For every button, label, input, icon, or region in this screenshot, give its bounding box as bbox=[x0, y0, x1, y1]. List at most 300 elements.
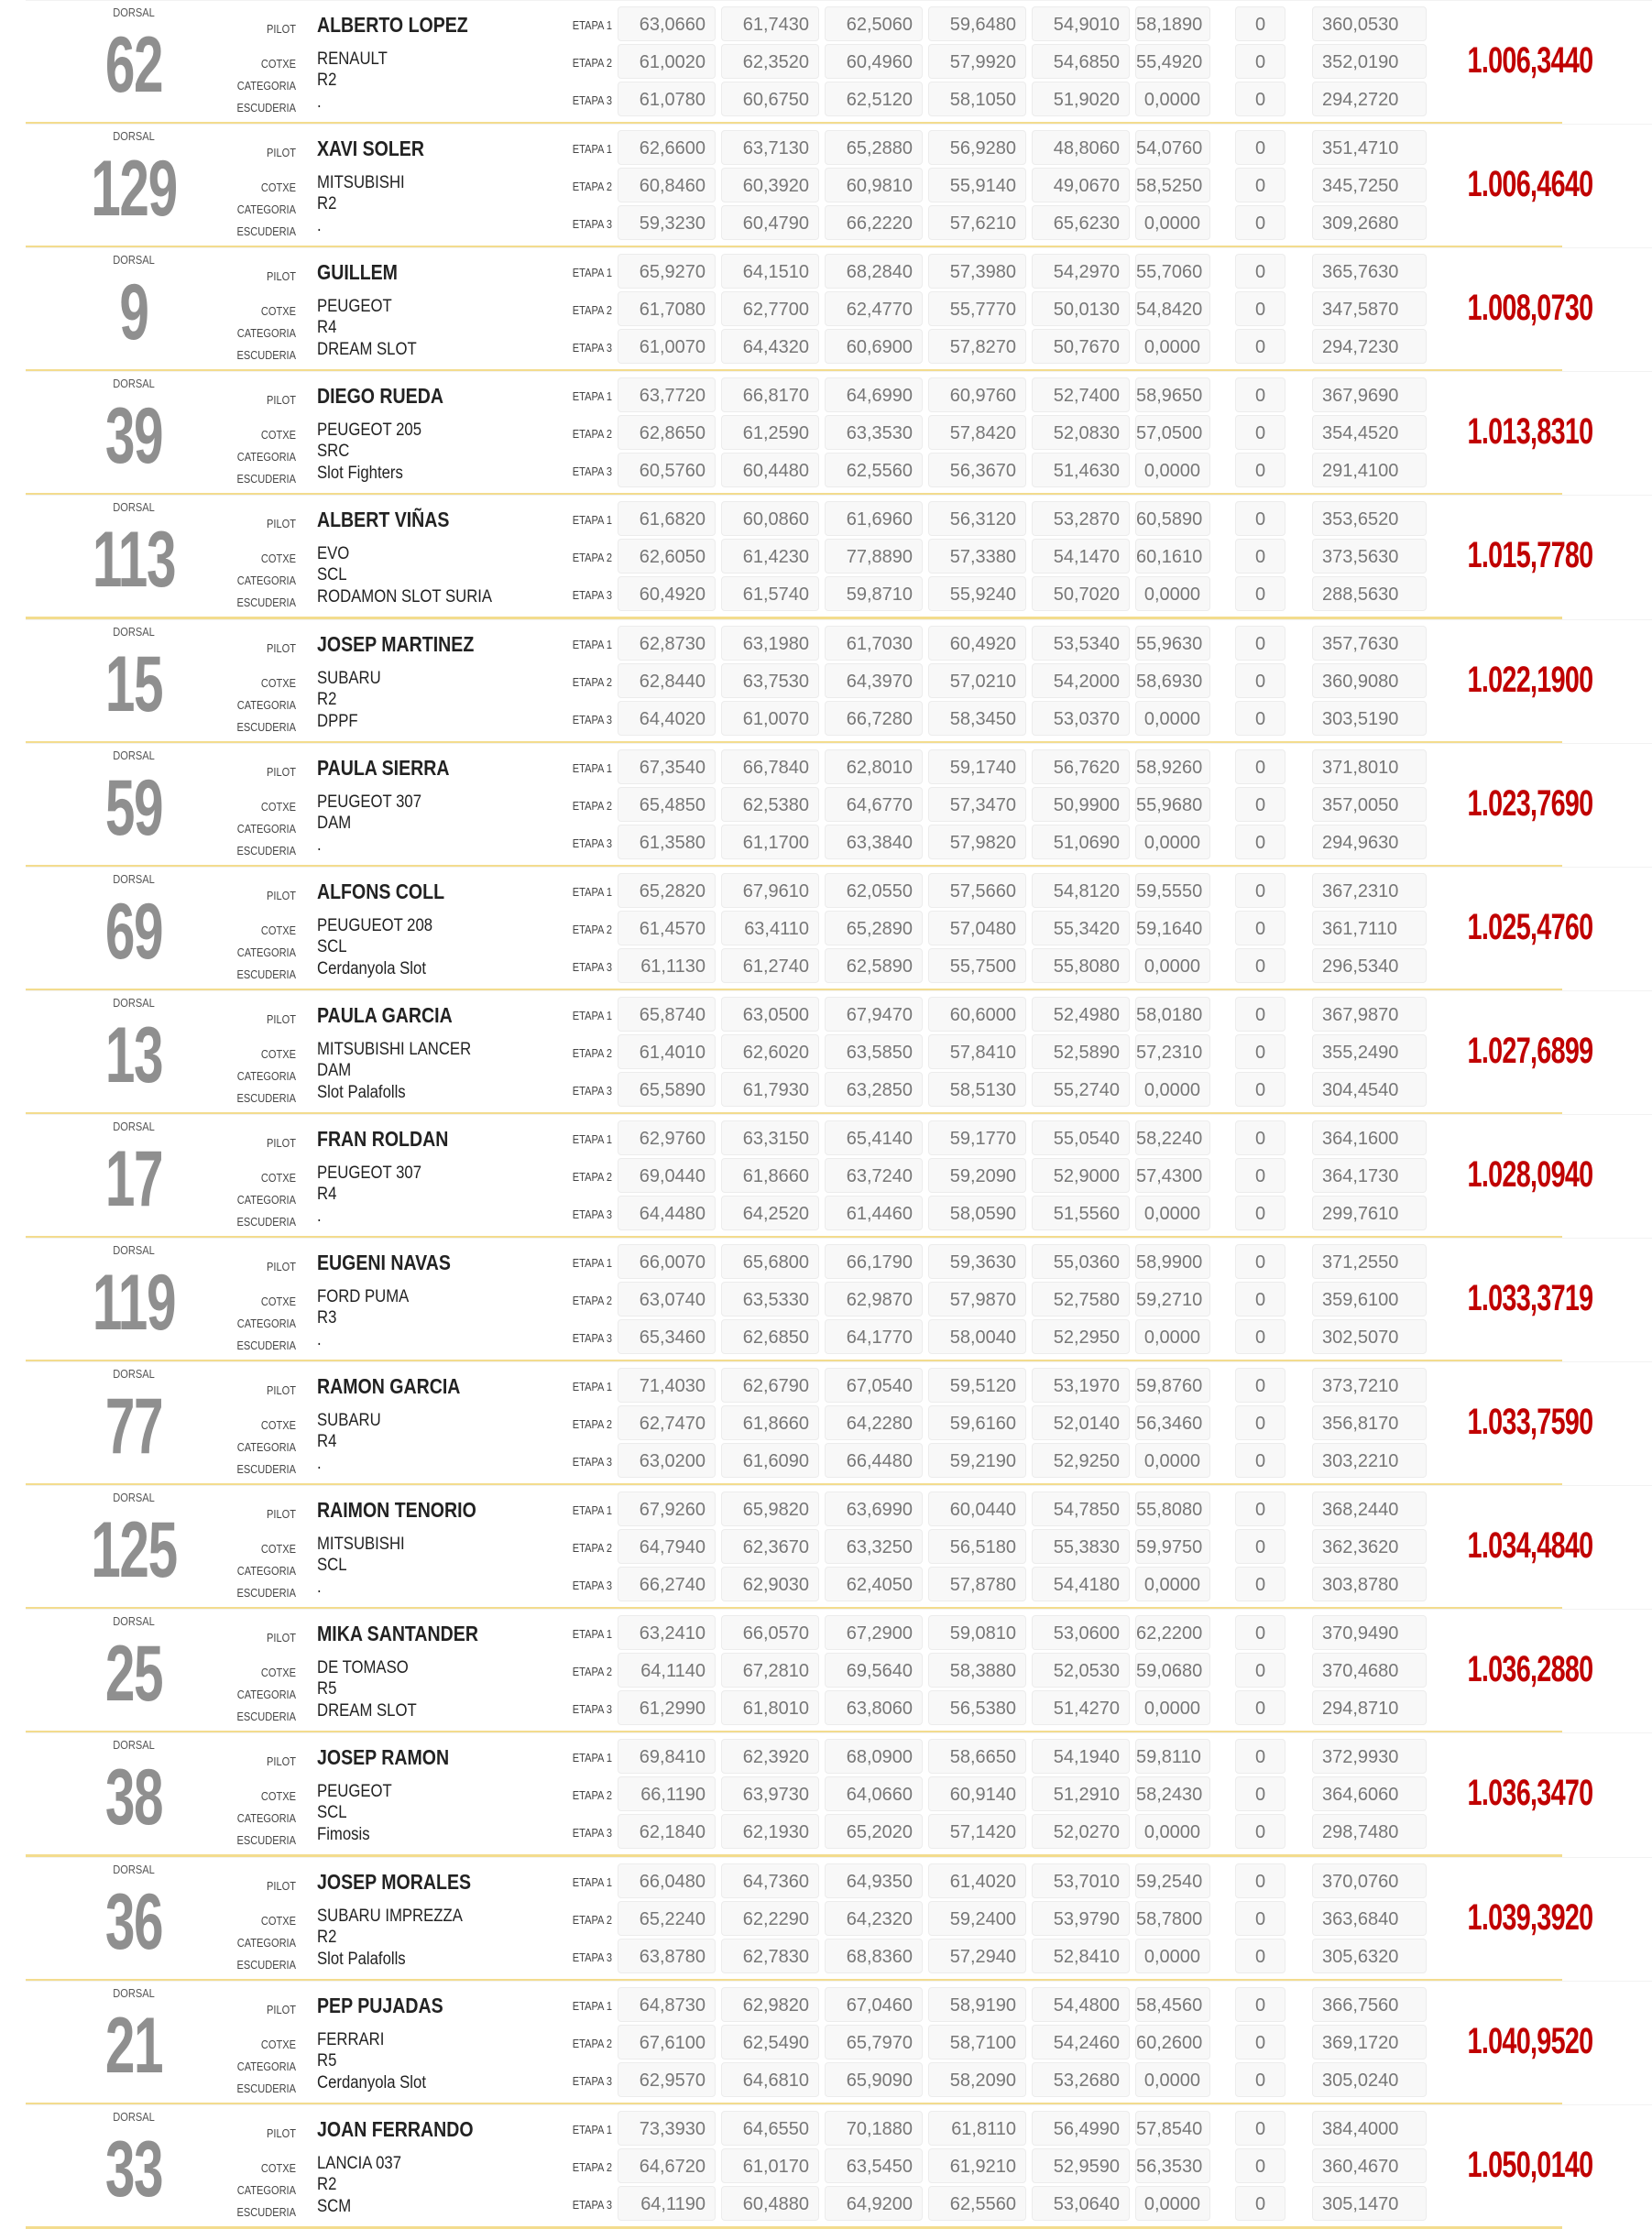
dorsal-label: DORSAL bbox=[113, 1367, 155, 1382]
pilot-name: DIEGO RUEDA bbox=[317, 384, 443, 409]
heat-6-time: 58,1890 bbox=[1135, 6, 1210, 41]
dorsal-number: 13 bbox=[104, 1011, 163, 1099]
heat-2-time: 64,6810 bbox=[721, 2062, 819, 2097]
heat-6-time: 56,3460 bbox=[1135, 1405, 1210, 1440]
heat-3-time: 68,8360 bbox=[825, 1939, 923, 1973]
heat-1-time: 62,8730 bbox=[618, 626, 716, 661]
heat-5-time: 48,8060 bbox=[1032, 130, 1130, 165]
heat-5-time: 54,7850 bbox=[1032, 1491, 1130, 1526]
dorsal-number: 21 bbox=[104, 2001, 163, 2090]
penalty-time: 0 bbox=[1235, 291, 1285, 326]
heat-3-time: 68,2840 bbox=[825, 254, 923, 289]
row-divider bbox=[26, 2104, 1652, 2105]
stage-total-time: 305,1470 bbox=[1312, 2186, 1427, 2221]
heat-5-time: 53,0370 bbox=[1032, 701, 1130, 736]
heat-2-time: 62,5380 bbox=[721, 787, 819, 822]
heat-2-time: 60,0860 bbox=[721, 501, 819, 536]
heat-3-time: 65,2020 bbox=[825, 1814, 923, 1849]
stage-total-time: 363,6840 bbox=[1312, 1901, 1427, 1936]
heat-5-time: 51,4270 bbox=[1032, 1690, 1130, 1725]
heat-5-time: 51,4630 bbox=[1032, 453, 1130, 487]
heat-3-time: 77,8890 bbox=[825, 539, 923, 574]
team-label: ESCUDERIA bbox=[236, 348, 296, 363]
heat-6-time: 59,5550 bbox=[1135, 873, 1210, 908]
category-value: SCL bbox=[317, 936, 347, 956]
heat-2-time: 60,3920 bbox=[721, 168, 819, 202]
heat-6-time: 0,0000 bbox=[1135, 1690, 1210, 1725]
car-label: COTXE bbox=[260, 675, 296, 690]
overall-total: 1.033,3719 bbox=[1467, 1278, 1593, 1318]
pilot-name: EUGENI NAVAS bbox=[317, 1251, 451, 1274]
row-divider bbox=[26, 1857, 1652, 1858]
pilot-label: PILOT bbox=[267, 22, 296, 36]
heat-1-time: 65,8740 bbox=[618, 997, 716, 1032]
heat-3-time: 64,0660 bbox=[825, 1776, 923, 1811]
dorsal-label: DORSAL bbox=[113, 1738, 155, 1753]
penalty-time: 0 bbox=[1235, 1567, 1285, 1601]
heat-1-time: 62,1840 bbox=[618, 1814, 716, 1849]
category-value: R2 bbox=[317, 689, 337, 709]
entry-row bbox=[0, 1981, 1652, 2104]
heat-6-time: 59,8110 bbox=[1135, 1739, 1210, 1774]
car-label: COTXE bbox=[260, 1170, 296, 1185]
stage-total-time: 370,9490 bbox=[1312, 1615, 1427, 1650]
stage-total-time: 371,8010 bbox=[1312, 749, 1427, 784]
penalty-time: 0 bbox=[1235, 1158, 1285, 1193]
dorsal-number: 113 bbox=[92, 516, 176, 605]
stage-total-time: 305,0240 bbox=[1312, 2062, 1427, 2097]
penalty-time: 0 bbox=[1235, 2111, 1285, 2146]
stage-label: ETAPA 1 bbox=[572, 1751, 612, 1765]
category-value: DAM bbox=[317, 813, 352, 833]
stage-label: ETAPA 3 bbox=[572, 1579, 612, 1593]
heat-1-time: 63,2410 bbox=[618, 1615, 716, 1650]
heat-2-time: 62,9820 bbox=[721, 1987, 819, 2022]
dorsal-number: 77 bbox=[104, 1382, 163, 1471]
row-divider bbox=[26, 124, 1652, 125]
heat-5-time: 65,6230 bbox=[1032, 205, 1130, 240]
heat-3-time: 62,4050 bbox=[825, 1567, 923, 1601]
row-divider bbox=[26, 371, 1652, 372]
heat-6-time: 59,9750 bbox=[1135, 1529, 1210, 1564]
penalty-time: 0 bbox=[1235, 663, 1285, 698]
heat-5-time: 52,0530 bbox=[1032, 1653, 1130, 1688]
heat-6-time: 0,0000 bbox=[1135, 1319, 1210, 1354]
stage-label: ETAPA 3 bbox=[572, 588, 612, 603]
heat-5-time: 50,0130 bbox=[1032, 291, 1130, 326]
team-label: ESCUDERIA bbox=[236, 1710, 296, 1724]
stage-label: ETAPA 2 bbox=[572, 674, 612, 689]
dorsal-label: DORSAL bbox=[113, 1243, 155, 1257]
heat-3-time: 66,1790 bbox=[825, 1244, 923, 1279]
heat-6-time: 58,2240 bbox=[1135, 1120, 1210, 1155]
stage-total-time: 360,9080 bbox=[1312, 663, 1427, 698]
heat-1-time: 67,6100 bbox=[618, 2025, 716, 2060]
heat-6-time: 58,9260 bbox=[1135, 749, 1210, 784]
penalty-time: 0 bbox=[1235, 1529, 1285, 1564]
heat-1-time: 61,2990 bbox=[618, 1690, 716, 1725]
car-name: PEUGUEOT 208 bbox=[317, 915, 433, 935]
heat-4-time: 58,9190 bbox=[928, 1987, 1026, 2022]
stage-total-time: 357,0050 bbox=[1312, 787, 1427, 822]
penalty-time: 0 bbox=[1235, 1653, 1285, 1688]
team-name: . bbox=[317, 93, 322, 112]
dorsal-label: DORSAL bbox=[113, 2109, 155, 2124]
heat-3-time: 60,9810 bbox=[825, 168, 923, 202]
car-name: PEUGEOT bbox=[317, 1782, 392, 1802]
penalty-time: 0 bbox=[1235, 254, 1285, 289]
heat-2-time: 61,8010 bbox=[721, 1690, 819, 1725]
pilot-name: GUILLEM bbox=[317, 260, 398, 285]
heat-2-time: 61,4230 bbox=[721, 539, 819, 574]
penalty-time: 0 bbox=[1235, 701, 1285, 736]
dorsal-label: DORSAL bbox=[113, 624, 155, 639]
stage-label: ETAPA 3 bbox=[572, 2073, 612, 2088]
penalty-time: 0 bbox=[1235, 873, 1285, 908]
penalty-time: 0 bbox=[1235, 1405, 1285, 1440]
heat-4-time: 55,9140 bbox=[928, 168, 1026, 202]
heat-5-time: 51,9020 bbox=[1032, 82, 1130, 116]
heat-4-time: 59,6160 bbox=[928, 1405, 1026, 1440]
stage-total-time: 357,7630 bbox=[1312, 626, 1427, 661]
heat-3-time: 70,1880 bbox=[825, 2111, 923, 2146]
heat-4-time: 57,9920 bbox=[928, 44, 1026, 79]
heat-5-time: 52,0140 bbox=[1032, 1405, 1130, 1440]
stage-label: ETAPA 3 bbox=[572, 959, 612, 974]
heat-3-time: 62,4770 bbox=[825, 291, 923, 326]
stage-total-time: 302,5070 bbox=[1312, 1319, 1427, 1354]
car-name: MITSUBISHI bbox=[317, 1535, 405, 1555]
heat-5-time: 53,0600 bbox=[1032, 1615, 1130, 1650]
heat-5-time: 51,2910 bbox=[1032, 1776, 1130, 1811]
dorsal-label: DORSAL bbox=[113, 1985, 155, 2000]
pilot-label: PILOT bbox=[267, 146, 296, 160]
heat-4-time: 57,8410 bbox=[928, 1034, 1026, 1069]
heat-6-time: 57,8540 bbox=[1135, 2111, 1210, 2146]
heat-5-time: 52,9250 bbox=[1032, 1443, 1130, 1478]
car-name: EVO bbox=[317, 544, 350, 564]
team-name: . bbox=[317, 1206, 322, 1226]
penalty-time: 0 bbox=[1235, 626, 1285, 661]
pilot-name: PAULA SIERRA bbox=[317, 755, 450, 780]
heat-1-time: 66,2740 bbox=[618, 1567, 716, 1601]
row-divider bbox=[26, 247, 1652, 248]
overall-total: 1.006,3440 bbox=[1467, 40, 1593, 81]
stage-label: ETAPA 3 bbox=[572, 836, 612, 850]
heat-3-time: 62,9870 bbox=[825, 1282, 923, 1317]
penalty-time: 0 bbox=[1235, 1196, 1285, 1230]
dorsal-label: DORSAL bbox=[113, 995, 155, 1010]
penalty-time: 0 bbox=[1235, 168, 1285, 202]
heat-3-time: 65,2890 bbox=[825, 911, 923, 945]
entry-row bbox=[0, 2104, 1652, 2228]
heat-6-time: 58,7800 bbox=[1135, 1901, 1210, 1936]
stage-label: ETAPA 2 bbox=[572, 180, 612, 194]
heat-5-time: 53,7010 bbox=[1032, 1863, 1130, 1898]
heat-3-time: 62,5560 bbox=[825, 453, 923, 487]
stage-label: ETAPA 1 bbox=[572, 1503, 612, 1518]
penalty-time: 0 bbox=[1235, 787, 1285, 822]
entry-row bbox=[0, 1361, 1652, 1485]
heat-4-time: 55,9240 bbox=[928, 576, 1026, 611]
heat-1-time: 64,4020 bbox=[618, 701, 716, 736]
category-label: CATEGORIA bbox=[236, 450, 296, 464]
heat-2-time: 62,7700 bbox=[721, 291, 819, 326]
heat-2-time: 63,9730 bbox=[721, 1776, 819, 1811]
team-name: Slot Palafolls bbox=[317, 1949, 406, 1969]
heat-3-time: 63,5450 bbox=[825, 2148, 923, 2183]
dorsal-number: 38 bbox=[104, 1754, 163, 1842]
heat-4-time: 59,6480 bbox=[928, 6, 1026, 41]
penalty-time: 0 bbox=[1235, 1282, 1285, 1317]
stage-label: ETAPA 1 bbox=[572, 884, 612, 899]
stage-total-time: 368,2440 bbox=[1312, 1491, 1427, 1526]
heat-5-time: 52,5890 bbox=[1032, 1034, 1130, 1069]
dorsal-number: 59 bbox=[104, 763, 163, 852]
heat-6-time: 0,0000 bbox=[1135, 948, 1210, 983]
heat-1-time: 61,0020 bbox=[618, 44, 716, 79]
category-value: R2 bbox=[317, 2174, 337, 2194]
stage-total-time: 299,7610 bbox=[1312, 1196, 1427, 1230]
stage-total-time: 373,7210 bbox=[1312, 1368, 1427, 1403]
heat-4-time: 57,3470 bbox=[928, 787, 1026, 822]
category-value: SRC bbox=[317, 442, 350, 462]
pilot-label: PILOT bbox=[267, 1011, 296, 1026]
heat-3-time: 62,5890 bbox=[825, 948, 923, 983]
stage-total-time: 294,8710 bbox=[1312, 1690, 1427, 1725]
heat-6-time: 60,5890 bbox=[1135, 501, 1210, 536]
heat-4-time: 61,4020 bbox=[928, 1863, 1026, 1898]
stage-total-time: 370,4680 bbox=[1312, 1653, 1427, 1688]
penalty-time: 0 bbox=[1235, 1987, 1285, 2022]
stage-total-time: 367,2310 bbox=[1312, 873, 1427, 908]
heat-2-time: 61,7930 bbox=[721, 1072, 819, 1107]
heat-3-time: 59,8710 bbox=[825, 576, 923, 611]
heat-2-time: 64,1510 bbox=[721, 254, 819, 289]
stage-total-time: 366,7560 bbox=[1312, 1987, 1427, 2022]
row-divider bbox=[26, 867, 1652, 868]
heat-5-time: 52,0270 bbox=[1032, 1814, 1130, 1849]
pilot-label: PILOT bbox=[267, 269, 296, 284]
dorsal-number: 33 bbox=[104, 2125, 163, 2213]
heat-5-time: 52,2950 bbox=[1032, 1319, 1130, 1354]
dorsal-label: DORSAL bbox=[113, 500, 155, 515]
heat-3-time: 67,0460 bbox=[825, 1987, 923, 2022]
stage-total-time: 303,2210 bbox=[1312, 1443, 1427, 1478]
pilot-name: ALBERTO LOPEZ bbox=[317, 13, 468, 37]
heat-2-time: 60,4790 bbox=[721, 205, 819, 240]
heat-4-time: 57,0480 bbox=[928, 911, 1026, 945]
pilot-label: PILOT bbox=[267, 1260, 296, 1273]
stage-label: ETAPA 2 bbox=[572, 1417, 612, 1432]
heat-4-time: 56,5180 bbox=[928, 1529, 1026, 1564]
team-name: Cerdanyola Slot bbox=[317, 2072, 426, 2092]
heat-2-time: 66,7840 bbox=[721, 749, 819, 784]
heat-5-time: 49,0670 bbox=[1032, 168, 1130, 202]
stage-label: ETAPA 3 bbox=[572, 2197, 612, 2212]
heat-1-time: 66,0480 bbox=[618, 1863, 716, 1898]
heat-2-time: 66,0570 bbox=[721, 1615, 819, 1650]
stage-label: ETAPA 2 bbox=[572, 1788, 612, 1803]
heat-4-time: 59,2400 bbox=[928, 1901, 1026, 1936]
heat-4-time: 59,1740 bbox=[928, 749, 1026, 784]
stage-total-time: 367,9870 bbox=[1312, 997, 1427, 1032]
heat-6-time: 60,1610 bbox=[1135, 539, 1210, 574]
heat-2-time: 61,8660 bbox=[721, 1405, 819, 1440]
heat-5-time: 54,2970 bbox=[1032, 254, 1130, 289]
heat-2-time: 61,0170 bbox=[721, 2148, 819, 2183]
stage-total-time: 294,9630 bbox=[1312, 825, 1427, 859]
overall-total: 1.025,4760 bbox=[1467, 906, 1593, 947]
heat-4-time: 60,0440 bbox=[928, 1491, 1026, 1526]
heat-3-time: 64,1770 bbox=[825, 1319, 923, 1354]
category-label: CATEGORIA bbox=[236, 1688, 296, 1702]
heat-6-time: 0,0000 bbox=[1135, 453, 1210, 487]
heat-4-time: 57,9870 bbox=[928, 1282, 1026, 1317]
category-label: CATEGORIA bbox=[236, 1564, 296, 1579]
team-label: ESCUDERIA bbox=[236, 719, 296, 734]
heat-3-time: 63,3840 bbox=[825, 825, 923, 859]
entry-row bbox=[0, 247, 1652, 371]
penalty-time: 0 bbox=[1235, 948, 1285, 983]
heat-1-time: 63,0200 bbox=[618, 1443, 716, 1478]
team-name: Slot Fighters bbox=[317, 464, 403, 484]
heat-6-time: 60,2600 bbox=[1135, 2025, 1210, 2060]
heat-2-time: 63,4110 bbox=[721, 911, 819, 945]
car-label: COTXE bbox=[260, 1418, 296, 1433]
heat-4-time: 55,7770 bbox=[928, 291, 1026, 326]
heat-2-time: 63,7530 bbox=[721, 663, 819, 698]
category-label: CATEGORIA bbox=[236, 697, 296, 712]
stage-label: ETAPA 3 bbox=[572, 93, 612, 107]
heat-2-time: 63,0500 bbox=[721, 997, 819, 1032]
heat-4-time: 58,1050 bbox=[928, 82, 1026, 116]
penalty-time: 0 bbox=[1235, 825, 1285, 859]
heat-6-time: 54,0760 bbox=[1135, 130, 1210, 165]
heat-4-time: 61,8110 bbox=[928, 2111, 1026, 2146]
heat-4-time: 61,9210 bbox=[928, 2148, 1026, 2183]
heat-3-time: 62,0550 bbox=[825, 873, 923, 908]
heat-5-time: 54,4800 bbox=[1032, 1987, 1130, 2022]
team-name: SCM bbox=[317, 2196, 352, 2216]
heat-2-time: 62,9030 bbox=[721, 1567, 819, 1601]
heat-6-time: 57,2310 bbox=[1135, 1034, 1210, 1069]
heat-3-time: 63,6990 bbox=[825, 1491, 923, 1526]
heat-6-time: 55,9630 bbox=[1135, 626, 1210, 661]
heat-5-time: 50,7670 bbox=[1032, 329, 1130, 364]
heat-6-time: 58,6930 bbox=[1135, 663, 1210, 698]
stage-label: ETAPA 1 bbox=[572, 1874, 612, 1889]
car-label: COTXE bbox=[260, 1295, 296, 1308]
team-name: DREAM SLOT bbox=[317, 1701, 417, 1721]
pilot-name: JOSEP MARTINEZ bbox=[317, 631, 475, 656]
stage-label: ETAPA 1 bbox=[572, 637, 612, 651]
heat-6-time: 55,4920 bbox=[1135, 44, 1210, 79]
team-name: Cerdanyola Slot bbox=[317, 958, 426, 978]
heat-2-time: 67,2810 bbox=[721, 1653, 819, 1688]
car-label: COTXE bbox=[260, 428, 296, 443]
category-label: CATEGORIA bbox=[236, 1068, 296, 1083]
car-label: COTXE bbox=[260, 1913, 296, 1928]
penalty-time: 0 bbox=[1235, 1814, 1285, 1849]
penalty-time: 0 bbox=[1235, 501, 1285, 536]
heat-5-time: 54,1940 bbox=[1032, 1739, 1130, 1774]
heat-6-time: 54,8420 bbox=[1135, 291, 1210, 326]
penalty-time: 0 bbox=[1235, 1072, 1285, 1107]
heat-2-time: 63,7130 bbox=[721, 130, 819, 165]
heat-6-time: 0,0000 bbox=[1135, 2062, 1210, 2097]
stage-label: ETAPA 1 bbox=[572, 513, 612, 528]
penalty-time: 0 bbox=[1235, 205, 1285, 240]
heat-3-time: 66,4480 bbox=[825, 1443, 923, 1478]
heat-5-time: 52,4980 bbox=[1032, 997, 1130, 1032]
heat-3-time: 67,0540 bbox=[825, 1368, 923, 1403]
heat-6-time: 58,9650 bbox=[1135, 377, 1210, 412]
pilot-label: PILOT bbox=[267, 1383, 296, 1398]
heat-3-time: 64,9350 bbox=[825, 1863, 923, 1898]
stage-total-time: 356,8170 bbox=[1312, 1405, 1427, 1440]
stage-label: ETAPA 1 bbox=[572, 1256, 612, 1270]
heat-6-time: 0,0000 bbox=[1135, 825, 1210, 859]
dorsal-label: DORSAL bbox=[113, 748, 155, 762]
category-value: SCL bbox=[317, 565, 347, 585]
team-label: ESCUDERIA bbox=[236, 224, 296, 239]
dorsal-number: 17 bbox=[104, 1134, 163, 1223]
heat-6-time: 58,0180 bbox=[1135, 997, 1210, 1032]
pilot-name: RAIMON TENORIO bbox=[317, 1498, 476, 1523]
overall-total: 1.023,7690 bbox=[1467, 782, 1593, 824]
car-label: COTXE bbox=[260, 180, 296, 195]
stage-label: ETAPA 2 bbox=[572, 427, 612, 442]
stage-total-time: 291,4100 bbox=[1312, 453, 1427, 487]
heat-3-time: 64,9200 bbox=[825, 2186, 923, 2221]
heat-1-time: 61,4010 bbox=[618, 1034, 716, 1069]
heat-6-time: 59,2540 bbox=[1135, 1863, 1210, 1898]
dorsal-number: 119 bbox=[92, 1259, 176, 1347]
heat-1-time: 63,8780 bbox=[618, 1939, 716, 1973]
heat-1-time: 59,3230 bbox=[618, 205, 716, 240]
heat-1-time: 64,4480 bbox=[618, 1196, 716, 1230]
heat-2-time: 64,7360 bbox=[721, 1863, 819, 1898]
dorsal-number: 15 bbox=[104, 639, 163, 728]
heat-2-time: 63,3150 bbox=[721, 1120, 819, 1155]
heat-1-time: 73,3930 bbox=[618, 2111, 716, 2146]
entry-row bbox=[0, 1732, 1652, 1856]
heat-3-time: 63,8060 bbox=[825, 1690, 923, 1725]
stage-label: ETAPA 1 bbox=[572, 1998, 612, 2013]
category-value: R2 bbox=[317, 194, 337, 214]
heat-6-time: 57,0500 bbox=[1135, 415, 1210, 450]
pilot-label: PILOT bbox=[267, 1135, 296, 1150]
dorsal-label: DORSAL bbox=[113, 1862, 155, 1876]
stage-label: ETAPA 1 bbox=[572, 18, 612, 32]
team-label: ESCUDERIA bbox=[236, 1957, 296, 1972]
heat-2-time: 63,5330 bbox=[721, 1282, 819, 1317]
overall-total: 1.036,2880 bbox=[1467, 1649, 1593, 1690]
heat-4-time: 57,3980 bbox=[928, 254, 1026, 289]
heat-6-time: 56,3530 bbox=[1135, 2148, 1210, 2183]
entry-row bbox=[0, 1609, 1652, 1732]
pilot-label: PILOT bbox=[267, 1878, 296, 1893]
heat-1-time: 64,7940 bbox=[618, 1529, 716, 1564]
heat-6-time: 0,0000 bbox=[1135, 701, 1210, 736]
heat-1-time: 61,3580 bbox=[618, 825, 716, 859]
penalty-time: 0 bbox=[1235, 453, 1285, 487]
stage-label: ETAPA 1 bbox=[572, 142, 612, 157]
heat-4-time: 60,4920 bbox=[928, 626, 1026, 661]
row-divider bbox=[26, 1361, 1652, 1362]
category-label: CATEGORIA bbox=[236, 574, 296, 588]
